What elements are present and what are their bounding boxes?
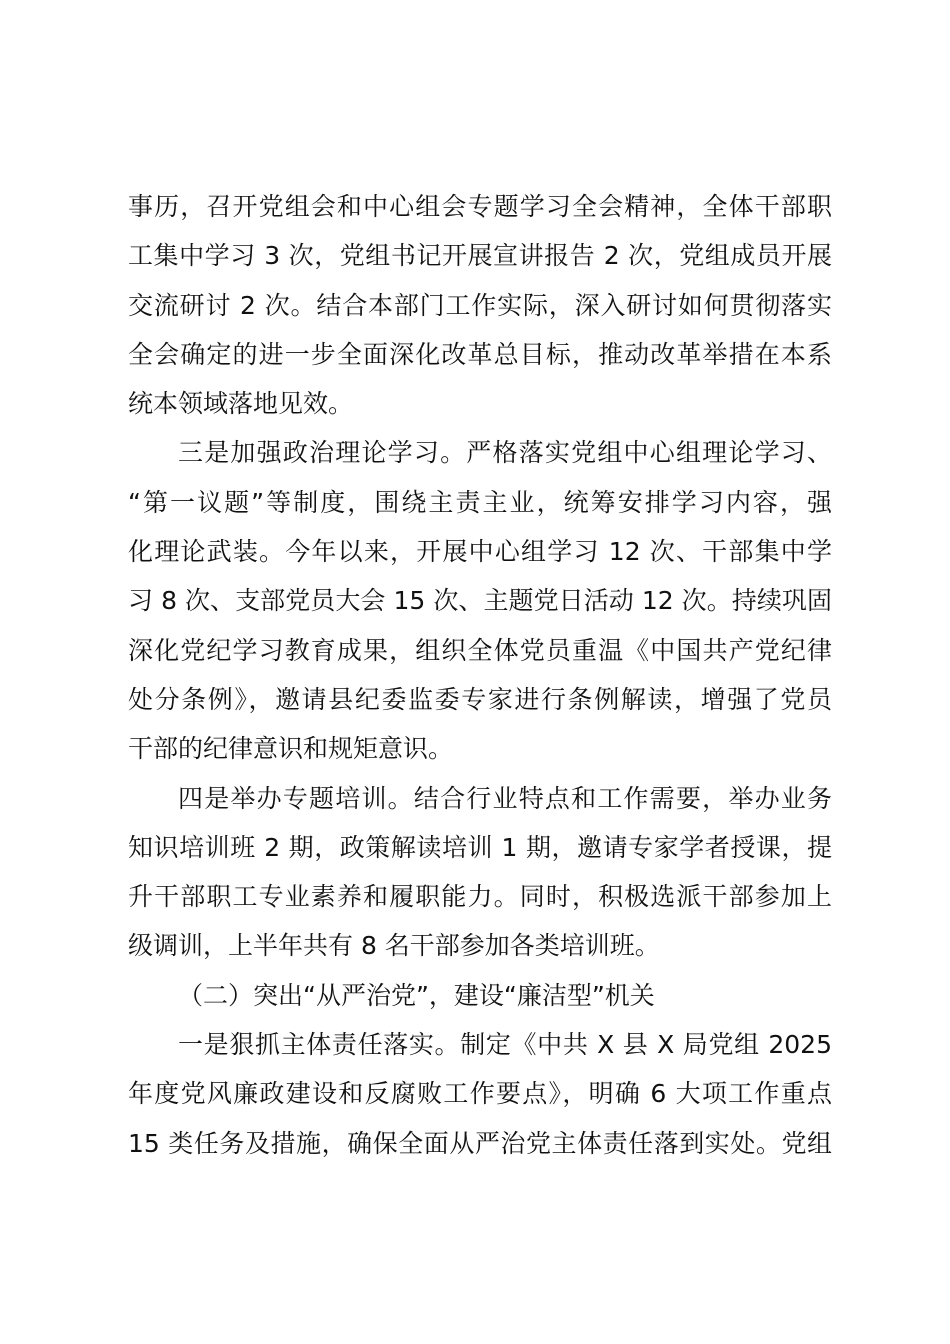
paragraph-line: 升干部职工专业素养和履职能力。同时，积极选派干部参加上	[128, 882, 832, 912]
paragraph-line: 15 类任务及措施，确保全面从严治党主体责任落到实处。党组	[128, 1128, 832, 1158]
paragraph-line: 深化党纪学习教育成果，组织全体党员重温《中国共产党纪律	[128, 635, 832, 665]
paragraph-line: 四是举办专题培训。结合行业特点和工作需要，举办业务	[178, 783, 832, 813]
paragraph-line: 三是加强政治理论学习。严格落实党组中心组理论学习、	[178, 438, 832, 468]
section-heading: （二）突出“从严治党”，建设“廉洁型”机关	[178, 980, 655, 1010]
paragraph-line: 处分条例》，邀请县纪委监委专家进行条例解读，增强了党员	[128, 684, 832, 714]
paragraph-line: “第一议题”等制度，围绕主责主业，统筹安排学习内容，强	[128, 487, 832, 517]
paragraph-line: 知识培训班 2 期，政策解读培训 1 期，邀请专家学者授课，提	[128, 832, 832, 862]
paragraph-line: 统本领域落地见效。	[128, 389, 354, 419]
paragraph-line: 全会确定的进一步全面深化改革总目标，推动改革举措在本系	[128, 339, 832, 369]
paragraph-line: 级调训，上半年共有 8 名干部参加各类培训班。	[128, 931, 660, 961]
document-body	[128, 182, 832, 1168]
paragraph-line: 干部的纪律意识和规矩意识。	[128, 734, 454, 764]
paragraph-line: 交流研讨 2 次。结合本部门工作实际，深入研讨如何贯彻落实	[128, 290, 832, 320]
paragraph-line: 一是狠抓主体责任落实。制定《中共 X 县 X 局党组 2025	[178, 1030, 832, 1060]
paragraph-line: 年度党风廉政建设和反腐败工作要点》，明确 6 大项工作重点	[128, 1079, 832, 1109]
paragraph-line: 化理论武装。今年以来，开展中心组学习 12 次、干部集中学	[128, 537, 832, 567]
paragraph-line: 习 8 次、支部党员大会 15 次、主题党日活动 12 次。持续巩固	[128, 586, 832, 616]
paragraph-line: 工集中学习 3 次，党组书记开展宣讲报告 2 次，党组成员开展	[128, 241, 832, 271]
paragraph-line: 事历，召开党组会和中心组会专题学习全会精神，全体干部职	[128, 192, 832, 221]
